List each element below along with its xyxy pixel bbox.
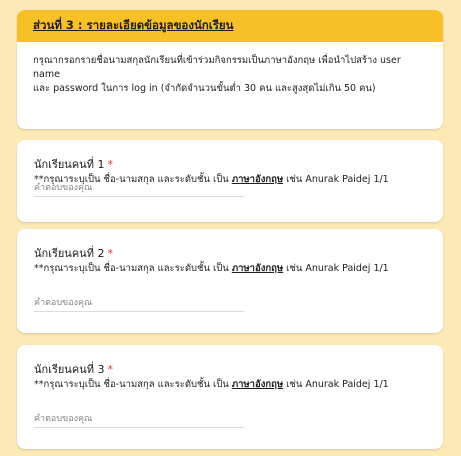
- help-text-suffix: เช่น Anurak Paidej 1/1: [283, 174, 389, 185]
- question-title: [34, 244, 113, 262]
- question-title: [34, 360, 113, 378]
- question-title-text: นักเรียนคนที่ 3: [34, 363, 105, 376]
- help-text-prefix: **กรุณาระบุเป็น ชื่อ-นามสกุล และระดับชั้น เป็น: [34, 263, 232, 274]
- section-description: [17, 42, 443, 96]
- question-help-text: [34, 261, 389, 276]
- section-header-bar: [17, 10, 443, 42]
- answer-input-student-3[interactable]: [34, 411, 244, 428]
- section-title: ส่วนที่ 3 : รายละเอียดข้อมูลของนักเรียน: [33, 18, 234, 32]
- help-text-suffix: เช่น Anurak Paidej 1/1: [283, 263, 389, 274]
- help-text-prefix: **กรุณาระบุเป็น ชื่อ-นามสกุล และระดับชั้น เป็น: [34, 379, 232, 390]
- help-text-emphasis: ภาษาอังกฤษ: [231, 379, 284, 390]
- section-description-line: กรุณากรอกรายชื่อนามสกุลนักเรียนที่เข้าร่วมกิจกรรมเป็นภาษาอังกฤษ เพื่อนำไปสร้าง user name: [33, 55, 401, 80]
- answer-input-student-1[interactable]: [34, 180, 244, 197]
- help-text-emphasis: ภาษาอังกฤษ: [231, 174, 284, 185]
- help-text-suffix: เช่น Anurak Paidej 1/1: [283, 379, 389, 390]
- help-text-prefix: **กรุณาระบุเป็น ชื่อ-นามสกุล และระดับชั้น เป็น: [34, 174, 232, 185]
- help-text-emphasis: ภาษาอังกฤษ: [231, 263, 284, 274]
- section-description-line: และ password ในการ log in (จำกัดจำนวนขั้นต่ำ 30 คน และสูงสุดไม่เกิน 50 คน): [33, 83, 376, 94]
- section-header-card: [17, 10, 443, 129]
- required-asterisk: *: [107, 158, 113, 171]
- answer-input-student-2[interactable]: [34, 295, 244, 312]
- required-asterisk: *: [107, 247, 113, 260]
- question-title-text: นักเรียนคนที่ 2: [34, 247, 105, 260]
- question-help-text: [34, 377, 389, 392]
- question-card-student-3: [17, 345, 443, 449]
- question-title: [34, 155, 113, 173]
- question-card-student-1: [17, 140, 443, 222]
- required-asterisk: *: [107, 363, 113, 376]
- question-title-text: นักเรียนคนที่ 1: [34, 158, 105, 171]
- question-card-student-2: [17, 229, 443, 333]
